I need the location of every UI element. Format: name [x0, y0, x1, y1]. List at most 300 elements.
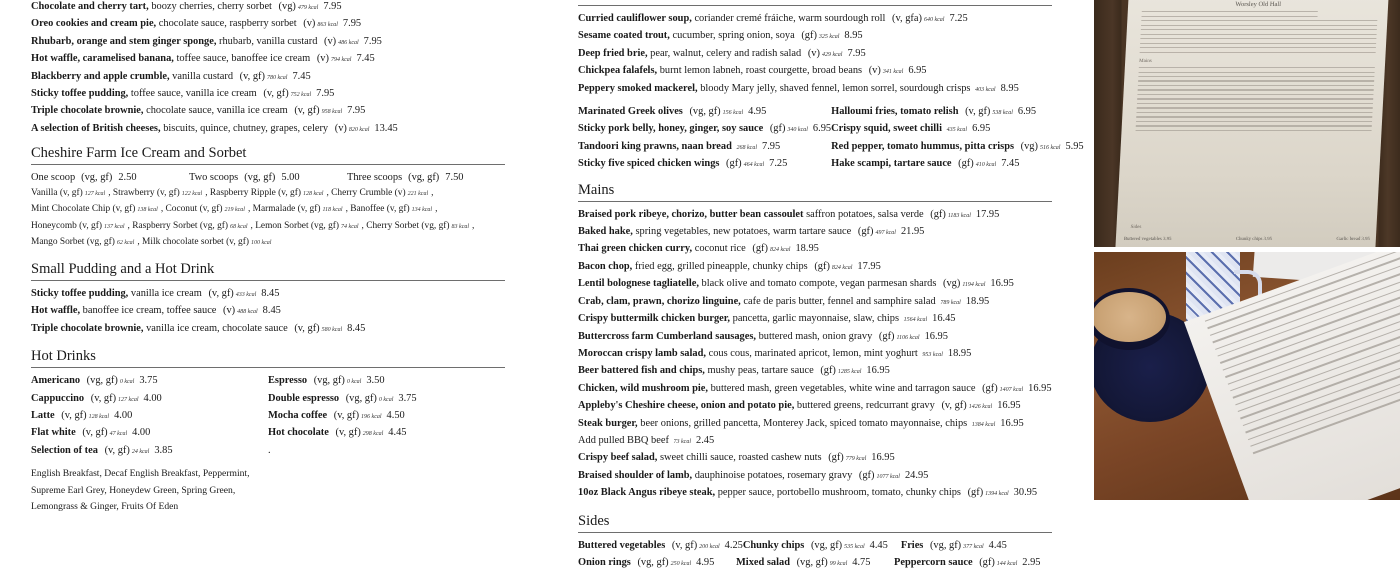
item-price: 16.45: [932, 313, 956, 325]
dietary-tag: (gf): [858, 469, 875, 481]
item-name: Chickpea falafels,: [578, 65, 658, 77]
calorie-count: 429 kcal: [821, 51, 843, 58]
dietary-tag: (v, gf): [208, 288, 234, 300]
calorie-count: 640 kcal: [923, 17, 945, 23]
calorie-count: 298 kcal: [362, 431, 384, 438]
printed-menu-sheet: [1115, 0, 1388, 247]
main-item: [578, 468, 1052, 485]
calorie-count: 1194 kcal: [962, 282, 986, 289]
sides-section: [578, 512, 1052, 572]
dietary-tag: (v): [807, 47, 820, 59]
item-name: Deep fried brie,: [578, 47, 648, 59]
item-price: 16.95: [1028, 382, 1052, 394]
small-plate-item: [578, 139, 831, 156]
calorie-count: 127 kcal: [84, 190, 106, 197]
calorie-count: 99 kcal: [829, 560, 848, 567]
side-item: [578, 555, 736, 572]
tea-list-line: Supreme Earl Grey, Honeydew Green, Spring Green,: [31, 484, 236, 496]
flavour-name: Vanilla (v, gf): [31, 187, 83, 198]
dietary-tag: (v, gf): [239, 70, 265, 82]
item-price: 16.95: [871, 452, 895, 464]
dessert-item: [31, 34, 505, 51]
item-price: 8.95: [1000, 82, 1019, 94]
dietary-tag: (gf): [814, 260, 830, 272]
dessert-item: [31, 16, 505, 33]
small-plate-item: [578, 156, 831, 173]
dietary-tag: (gf): [979, 556, 995, 568]
dietary-tag: (v): [223, 305, 236, 317]
calorie-count: 464 kcal: [743, 162, 765, 169]
dietary-tag: (vg, gf): [86, 375, 118, 387]
item-description: spring vegetables, new potatoes, warm tartare sauce: [635, 226, 852, 238]
item-price: 18.95: [795, 243, 819, 255]
main-item: [578, 276, 1052, 293]
item-price: 3.50: [366, 375, 385, 387]
item-price: 4.00: [143, 392, 162, 404]
item-price: 18.95: [947, 347, 972, 359]
item-price: 24.95: [904, 469, 929, 481]
middle-menu-column: [578, 0, 1084, 572]
scoop-option: [31, 170, 189, 185]
calorie-count: 138 kcal: [137, 207, 158, 214]
item-name: Rhubarb, orange and stem ginger sponge,: [31, 35, 217, 47]
flavour-name: Raspberry Sorbet (vg, gf): [132, 220, 228, 231]
calorie-count: 341 kcal: [882, 69, 904, 76]
calorie-count: 156 kcal: [722, 110, 744, 117]
dietary-tag: (vg, gf): [81, 172, 113, 184]
mains-section: [578, 181, 1052, 503]
dietary-tag: (gf): [726, 158, 742, 170]
dietary-tag: (gf): [820, 365, 836, 377]
main-item: [578, 398, 1052, 415]
hot-drink-item: [31, 408, 268, 425]
dessert-item: [31, 86, 505, 103]
starters-title-rule: [578, 0, 1052, 6]
item-price: 18.95: [965, 295, 990, 307]
starter-item: [578, 11, 1052, 28]
main-item: [578, 241, 1052, 258]
item-name: Braised shoulder of lamb,: [578, 469, 693, 481]
item-name: Steak burger,: [578, 417, 638, 429]
flavour-name: Cherry Crumble (v): [331, 187, 406, 198]
dietary-tag: (v, gf): [671, 539, 698, 551]
calorie-count: 0 kcal: [346, 379, 362, 386]
item-description: rhubarb, vanilla custard: [219, 35, 318, 47]
side-item: [901, 538, 1059, 555]
dietary-tag: (gf): [857, 226, 874, 238]
item-description: black olive and tomato compote, vegan parmesan shards: [701, 278, 937, 290]
calorie-count: 47 kcal: [109, 431, 128, 438]
small-plate-item: [578, 121, 831, 138]
dietary-tag: (gf): [967, 487, 984, 499]
left-menu-column: [31, 0, 505, 515]
item-description: burnt lemon labneh, roast courgette, broad beans: [659, 65, 863, 77]
item-price: 4.00: [132, 427, 151, 439]
item-name: Crispy squid, sweet chilli: [831, 123, 942, 135]
item-name: Chicken, wild mushroom pie,: [578, 382, 708, 394]
dietary-tag: (v): [303, 18, 316, 30]
dessert-item: [31, 0, 505, 16]
item-price: 2.95: [1022, 556, 1041, 568]
calorie-count: 73 kcal: [673, 438, 692, 445]
dietary-tag: (gf): [930, 208, 946, 220]
item-price: 7.45: [292, 70, 311, 82]
item-name: Mocha coffee: [268, 410, 328, 422]
small-plate-item: [578, 104, 831, 121]
item-price: 4.95: [748, 106, 767, 118]
small-plate-item: [831, 104, 1084, 121]
dietary-tag: (v): [868, 65, 881, 77]
small-plates-right: [831, 104, 1084, 174]
section-title-small-pudding: Small Pudding and a Hot Drink: [31, 260, 505, 281]
calorie-count: 752 kcal: [290, 92, 312, 99]
item-name: Crispy beef salad,: [578, 452, 658, 464]
item-price: 7.95: [342, 18, 362, 30]
side-item: [894, 555, 1052, 572]
small-plates-left: [578, 104, 831, 174]
calorie-count: 377 kcal: [963, 543, 984, 550]
dietary-tag: (vg, gf): [637, 556, 669, 568]
dietary-tag: (gf): [752, 243, 768, 255]
item-name: A selection of British cheeses,: [31, 122, 161, 134]
item-description: bloody Mary jelly, shaved fennel, lemon sorrel, sourdough crisps: [700, 82, 971, 94]
calorie-count: 122 kcal: [181, 190, 203, 197]
item-name: Buttercross farm Cumberland sausages,: [578, 330, 756, 342]
scoop-label: Two scoops: [189, 172, 239, 184]
item-name: Espresso: [268, 375, 308, 387]
calorie-count: 516 kcal: [1039, 144, 1061, 151]
small-plates: [578, 104, 1084, 174]
item-name: Braised pork ribeye, chorizo, butter bean cassoulet: [578, 208, 804, 220]
small-plate-item: [831, 156, 1084, 173]
item-name: Red pepper, tomato hummus, pitta crisps: [831, 140, 1015, 152]
dietary-tag: (vg, gf): [313, 375, 345, 387]
calorie-count: 958 kcal: [321, 109, 343, 116]
item-price: 6.95: [908, 65, 927, 77]
item-name: Lentil bolognese tagliatelle,: [578, 278, 699, 290]
dietary-tag: (v, gf): [104, 444, 130, 456]
sides-list: [578, 538, 1052, 572]
dietary-tag: (gf): [801, 30, 817, 42]
calorie-count: 250 kcal: [670, 560, 692, 567]
item-price: 5.95: [1065, 140, 1084, 152]
item-price: 7.95: [762, 140, 781, 152]
item-name: Americano: [31, 375, 81, 387]
item-price: 3.75: [398, 392, 417, 404]
item-price: 2.45: [696, 434, 715, 446]
calorie-count: 824 kcal: [831, 264, 853, 271]
starter-item: [578, 28, 1052, 45]
calorie-count: 128 kcal: [88, 414, 110, 421]
side-item: [743, 538, 901, 555]
pudding-item: [31, 303, 505, 320]
item-name: Appleby's Cheshire cheese, onion and potato pie,: [578, 400, 795, 412]
dessert-item: [31, 69, 505, 86]
dietary-tag: (v, gf): [61, 410, 87, 422]
item-name: Buttered vegetables: [578, 539, 666, 551]
hot-drink-item: [31, 373, 268, 390]
item-name: Peppercorn sauce: [894, 556, 973, 568]
item-description: mushy peas, tartare sauce: [707, 365, 814, 377]
scoop-price: 7.50: [445, 172, 464, 184]
main-item: [578, 224, 1052, 241]
small-pudding-section: [31, 260, 505, 338]
calorie-count: 1183 kcal: [947, 212, 971, 219]
item-name: Sticky five spiced chicken wings: [578, 158, 720, 170]
item-name: Moroccan crispy lamb salad,: [578, 347, 706, 359]
ice-cream-flavours: [31, 186, 505, 252]
dietary-tag: (v, gfa): [892, 13, 922, 24]
tea-table-photo: [1094, 252, 1400, 500]
item-price: 8.45: [347, 322, 366, 334]
scoop-option: [347, 170, 505, 185]
dessert-item: [31, 121, 505, 138]
flavour-name: Lemon Sorbet (vg, gf): [255, 220, 340, 231]
item-description: buttered mash, green vegetables, white wine and tarragon sauce: [710, 382, 976, 394]
small-plate-item: [831, 139, 1084, 156]
item-description: fried egg, grilled pineapple, chunky chips: [634, 260, 808, 272]
item-price: 4.25: [724, 539, 743, 551]
flavour-name: Raspberry Ripple (v, gf): [209, 187, 301, 198]
item-price: 4.75: [852, 556, 871, 568]
calorie-count: 497 kcal: [875, 230, 896, 237]
item-name: Onion rings: [578, 556, 631, 568]
calorie-count: 219 kcal: [224, 207, 245, 214]
hot-drink-item: [268, 391, 417, 408]
item-price: 16.95: [1000, 417, 1024, 429]
calorie-count: 403 kcal: [975, 86, 996, 93]
item-name: Hake scampi, tartare sauce: [831, 158, 952, 170]
item-price: 6.95: [972, 123, 991, 135]
scoop-option: [189, 170, 347, 185]
flavour-name: Honeycomb (v, gf): [31, 220, 102, 231]
calorie-count: 100 kcal: [250, 240, 272, 247]
flavour-name: Banoffee (v, gf): [350, 204, 410, 215]
tea-selection-list: [31, 466, 505, 515]
calorie-count: 118 kcal: [322, 207, 343, 214]
item-price: 17.95: [975, 208, 1000, 220]
item-price: 4.45: [869, 539, 888, 551]
scoop-label: Three scoops: [347, 172, 403, 184]
dietary-tag: (v): [334, 122, 347, 134]
item-name: Cappuccino: [31, 392, 85, 404]
calorie-count: 1564 kcal: [903, 317, 928, 324]
item-description: pear, walnut, celery and radish salad: [650, 47, 802, 59]
photo-sides-row: Buttered vegetables 3.95 Chunky chips 3.95 Garlic bread 3.95: [1123, 237, 1370, 242]
item-price: 7.25: [769, 158, 788, 170]
calorie-count: 134 kcal: [411, 207, 433, 214]
calorie-count: 824 kcal: [769, 247, 791, 254]
section-title-hot-drinks: Hot Drinks: [31, 347, 505, 368]
dietary-tag: (gf): [828, 452, 844, 464]
calorie-count: 488 kcal: [237, 309, 258, 316]
calorie-count: 435 kcal: [946, 127, 968, 134]
small-pudding-list: [31, 286, 505, 338]
hot-drink-item: [31, 443, 268, 460]
flavour-name: Cherry Sorbet (vg, gf): [366, 220, 450, 231]
dietary-tag: (gf): [769, 123, 786, 135]
item-name: Marinated Greek olives: [578, 106, 683, 118]
main-item: [578, 363, 1052, 380]
starter-item: [578, 46, 1052, 63]
item-price: 7.45: [1001, 158, 1020, 170]
item-price: 7.95: [847, 47, 866, 59]
item-price: 7.25: [949, 13, 968, 24]
item-description: sweet chilli sauce, roasted cashew nuts: [660, 452, 822, 464]
dietary-tag: (v, gf): [941, 400, 967, 412]
main-item: [578, 329, 1052, 346]
dietary-tag: (vg, gf): [796, 556, 828, 568]
item-description: cucumber, spring onion, soya: [672, 30, 795, 42]
dietary-tag: (v, gf): [90, 392, 117, 404]
calorie-count: 535 kcal: [844, 543, 865, 550]
pudding-item: [31, 321, 505, 338]
dietary-tag: (gf): [958, 158, 974, 170]
calorie-count: 479 kcal: [297, 5, 319, 11]
item-price: 16.95: [990, 278, 1014, 290]
item-name: Bacon chop,: [578, 260, 633, 272]
item-description: chocolate sauce, vanilla ice cream: [146, 105, 288, 117]
item-name: Hot waffle,: [31, 305, 81, 317]
item-name: Double espresso: [268, 392, 340, 404]
hot-drink-item: [268, 408, 417, 425]
calorie-count: 580 kcal: [321, 326, 343, 333]
item-name: Sticky pork belly, honey, ginger, soy sauce: [578, 123, 764, 135]
item-description: Add pulled BBQ beef: [578, 434, 669, 446]
scoop-price: 5.00: [281, 172, 300, 184]
flavour-line: Mint Chocolate Chip (v, gf) 138 kcal , Coconut (v, gf) 219 kcal , Marmalade (v, gf) 118 kcal , Banoffee (v, gf) 134 kcal ,: [31, 204, 438, 215]
item-description: vanilla custard: [172, 70, 234, 82]
dietary-tag: (vg): [1020, 140, 1038, 152]
item-description: buttered greens, redcurrant gravy: [796, 400, 935, 412]
item-name: Hot chocolate: [268, 427, 329, 439]
item-price: 6.95: [812, 123, 832, 135]
flavour-name: Mango Sorbet (vg, gf): [31, 237, 115, 248]
item-price: 7.95: [316, 88, 335, 100]
item-description: vanilla ice cream, chocolate sauce: [146, 322, 288, 334]
dessert-item: [31, 103, 505, 120]
mains-list: [578, 207, 1052, 503]
item-price: 16.95: [866, 365, 890, 377]
scoop-label: One scoop: [31, 172, 76, 184]
calorie-count: 486 kcal: [338, 39, 359, 46]
calorie-count: 200 kcal: [699, 543, 720, 550]
main-item: [578, 433, 1052, 450]
item-name: Crab, clam, prawn, chorizo linguine,: [578, 295, 741, 307]
hot-drink-item: [268, 373, 417, 390]
hot-drink-item: [268, 425, 417, 442]
ice-cream-section: [31, 144, 505, 252]
flavour-name: Mint Chocolate Chip (v, gf): [31, 204, 136, 215]
item-price: 4.00: [114, 410, 133, 422]
flavour-line: Vanilla (v, gf) 127 kcal , Strawberry (v, gf) 122 kcal , Raspberry Ripple (v, gf) 128 kcal , Cherry Crumble (v) 221 kcal ,: [31, 187, 434, 198]
small-plate-item: [831, 121, 1084, 138]
hot-drink-item: [31, 425, 268, 442]
calorie-count: 779 kcal: [845, 456, 867, 463]
dietary-tag: (v, gf): [263, 88, 289, 100]
item-name: Flat white: [31, 427, 76, 439]
hot-drinks-left: [31, 373, 268, 460]
photo-menu-title: Worsley Old Hall: [1235, 1, 1282, 8]
scoop-prices: [31, 170, 505, 185]
item-name: Sesame coated trout,: [578, 30, 670, 42]
stray-dot: .: [268, 444, 271, 456]
item-name: Curried cauliflower soup,: [578, 13, 692, 24]
item-price: 16.95: [997, 400, 1021, 412]
item-description: vanilla ice cream: [130, 288, 202, 300]
calorie-count: 953 kcal: [922, 351, 943, 358]
calorie-count: 68 kcal: [230, 223, 248, 230]
item-name: Chunky chips: [742, 539, 805, 551]
calorie-count: 1426 kcal: [968, 404, 993, 411]
dietary-tag: (v, gf): [335, 427, 361, 439]
calorie-count: 1384 kcal: [971, 421, 996, 428]
dietary-tag: (v): [316, 53, 329, 65]
calorie-count: 128 kcal: [302, 190, 324, 197]
item-price: 13.45: [374, 122, 398, 134]
calorie-count: 433 kcal: [235, 292, 257, 299]
item-name: Crispy buttermilk chicken burger,: [578, 313, 731, 325]
dietary-tag: (v): [324, 35, 337, 47]
item-name: Thai green chicken curry,: [578, 243, 693, 255]
item-description: toffee sauce, banoffee ice cream: [176, 53, 311, 65]
photo-sides-heading: Sides: [1130, 225, 1142, 230]
dietary-tag: (gf): [982, 382, 998, 394]
item-description: boozy cherries, cherry sorbet: [151, 1, 272, 12]
calorie-count: 0 kcal: [119, 379, 135, 386]
menu-photo-top: [1094, 0, 1400, 247]
calorie-count: 221 kcal: [407, 190, 429, 197]
item-name: Sticky toffee pudding,: [31, 88, 129, 100]
item-name: Latte: [31, 410, 55, 422]
item-name: Halloumi fries, tomato relish: [831, 106, 959, 118]
calorie-count: 789 kcal: [940, 299, 961, 306]
calorie-count: 410 kcal: [975, 162, 997, 169]
item-description: chocolate sauce, raspberry sorbet: [158, 18, 297, 30]
main-item: [578, 416, 1052, 433]
calorie-count: 74 kcal: [341, 223, 359, 230]
calorie-count: 325 kcal: [818, 34, 840, 41]
item-description: saffron potatoes, salsa verde: [806, 208, 924, 220]
main-item: [578, 207, 1052, 224]
item-price: 21.95: [900, 226, 925, 238]
dietary-tag: (v, gf): [333, 410, 360, 422]
item-price: 7.95: [363, 35, 382, 47]
dietary-tag: (gf): [878, 330, 895, 342]
calorie-count: 268 kcal: [736, 144, 758, 151]
item-price: 8.45: [262, 305, 281, 317]
calorie-count: 62 kcal: [116, 240, 135, 247]
item-price: 4.45: [988, 539, 1007, 551]
calorie-count: 538 kcal: [992, 110, 1013, 117]
calorie-count: 794 kcal: [330, 57, 352, 64]
item-description: buttered mash, onion gravy: [758, 330, 873, 342]
dietary-tag: (v, gf): [294, 322, 320, 334]
item-name: Oreo cookies and cream pie,: [31, 18, 157, 30]
item-price: 3.75: [139, 375, 158, 387]
calorie-count: 196 kcal: [361, 414, 382, 421]
desserts-list: [31, 0, 505, 138]
item-name: Tandoori king prawns, naan bread: [578, 140, 732, 152]
item-name: Blackberry and apple crumble,: [31, 70, 170, 82]
flavour-name: Coconut (v, gf): [165, 204, 223, 215]
flavour-line: Mango Sorbet (vg, gf) 62 kcal , Milk chocolate sorbet (v, gf) 100 kcal: [31, 237, 272, 248]
item-name: Selection of tea: [31, 444, 98, 456]
tea-list-line: Lemongrass & Ginger, Fruits Of Eden: [31, 500, 179, 512]
section-title-sides: Sides: [578, 512, 1052, 533]
item-name: Hot waffle, caramelised banana,: [31, 53, 174, 65]
calorie-count: 127 kcal: [118, 396, 139, 403]
